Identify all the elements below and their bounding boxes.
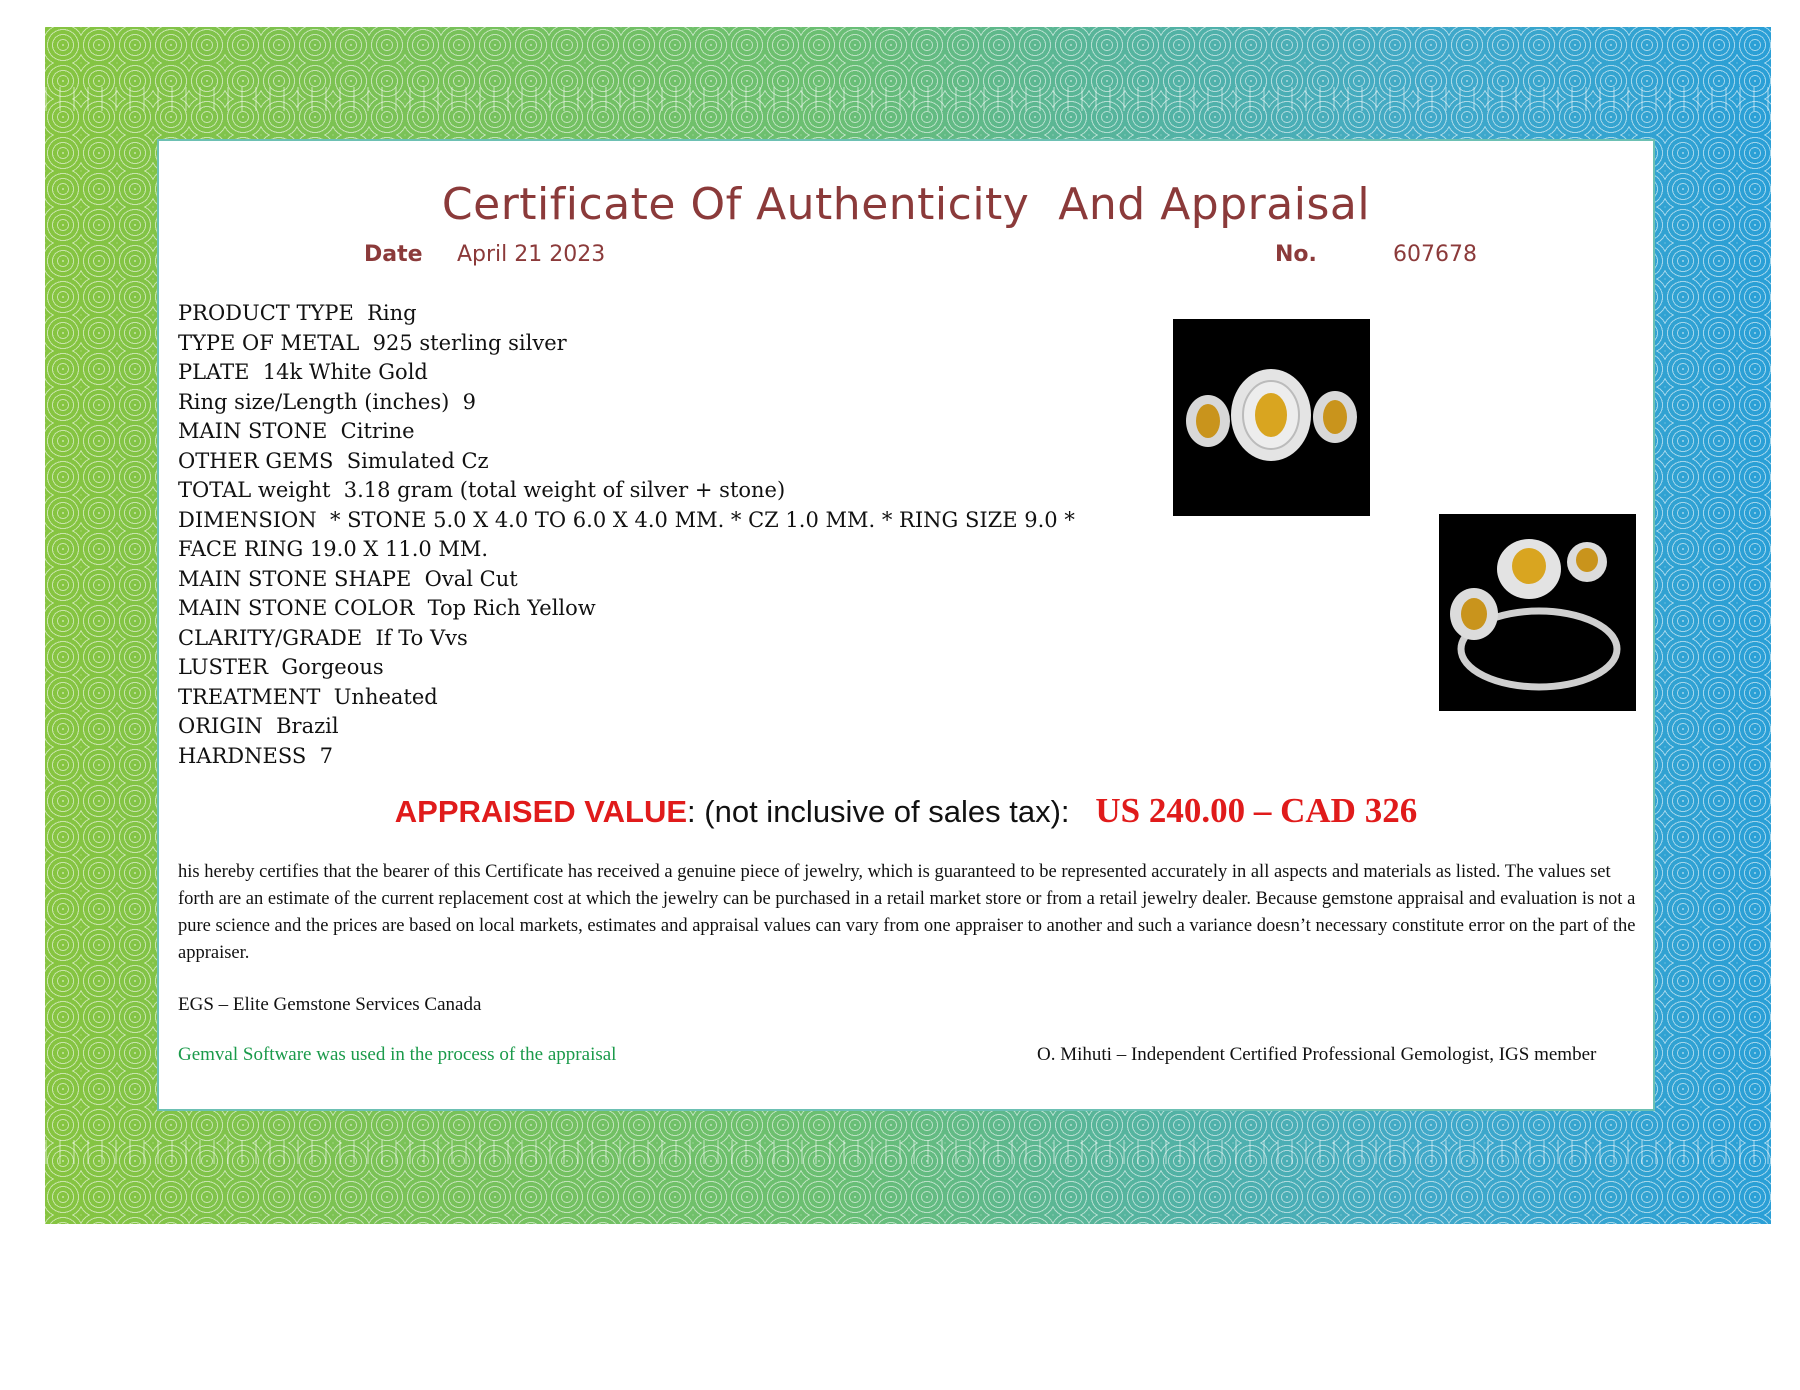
certificate-title: Certificate Of Authenticity And Appraisal — [441, 179, 1371, 230]
specification-list — [178, 299, 1128, 771]
certificate-body — [157, 139, 1655, 1111]
spec-clarity-grade: CLARITY/GRADE If To Vvs — [178, 625, 468, 650]
spec-treatment: TREATMENT Unheated — [178, 684, 438, 709]
spec-main-stone-shape: MAIN STONE SHAPE Oval Cut — [178, 566, 518, 591]
spec-main-stone-color: MAIN STONE COLOR Top Rich Yellow — [178, 596, 596, 620]
spec-product-type: PRODUCT TYPE Ring — [178, 301, 417, 325]
date-label: Date — [364, 242, 423, 267]
spec-main-stone: MAIN STONE Citrine — [178, 419, 415, 443]
certificate-border — [45, 27, 1771, 1224]
border-pattern-bottom — [45, 1140, 1771, 1164]
spec-dimension: DIMENSION * STONE 5.0 X 4.0 TO 6.0 X 4.0 MM. * CZ 1.0 MM. * RING SIZE 9.0 * FACE RING 19.0 X 11.0 MM. — [178, 507, 1082, 561]
gemologist-signature: O. Mihuti – Independent Certified Professional Gemologist, IGS member — [1037, 1044, 1597, 1065]
appraised-value-label: APPRAISED VALUE — [394, 794, 688, 829]
ring-photo-top-view — [1173, 319, 1370, 516]
spec-luster: LUSTER Gorgeous — [178, 655, 384, 679]
border-pattern-top — [45, 87, 1771, 111]
ring-photo-side-view — [1439, 514, 1636, 711]
spec-origin: ORIGIN Brazil — [178, 714, 339, 738]
certificate-number-value: 607678 — [1393, 242, 1477, 267]
certificate-number-label: No. — [1275, 242, 1317, 267]
appraised-value-note: : (not inclusive of sales tax): — [687, 794, 1096, 829]
spec-total-weight: TOTAL weight 3.18 gram (total weight of silver + stone) — [178, 478, 786, 502]
spec-hardness: HARDNESS 7 — [178, 743, 333, 768]
appraised-value-price: US 240.00 – CAD 326 — [1095, 791, 1418, 830]
spec-plate: PLATE 14k White Gold — [178, 360, 428, 384]
spec-ring-size: Ring size/Length (inches) 9 — [178, 389, 477, 414]
certification-statement: his hereby certifies that the bearer of this Certificate has received a genuine piece of jewelry, which is guaranteed to be represented accurately in all aspects and materials as listed. The values set forth are an estimate of the current replacement cost at which the jewelry can be purchased in a retail market store or from a retail jewelry dealer. Because gemstone appraisal and evaluation is not a pure science and the prices are based on local markets, estimates and appraisal values can vary from one appraiser to another and such a variance doesn’t necessary constitute error on the part of the appraiser. — [178, 862, 1636, 963]
company-name: EGS – Elite Gemstone Services Canada — [178, 994, 482, 1015]
date-value: April 21 2023 — [457, 242, 606, 267]
appraised-value — [157, 791, 1655, 831]
spec-other-gems: OTHER GEMS Simulated Cz — [178, 448, 489, 473]
spec-type-of-metal: TYPE OF METAL 925 sterling silver — [178, 330, 567, 355]
software-note: Gemval Software was used in the process of the appraisal — [178, 1044, 617, 1065]
